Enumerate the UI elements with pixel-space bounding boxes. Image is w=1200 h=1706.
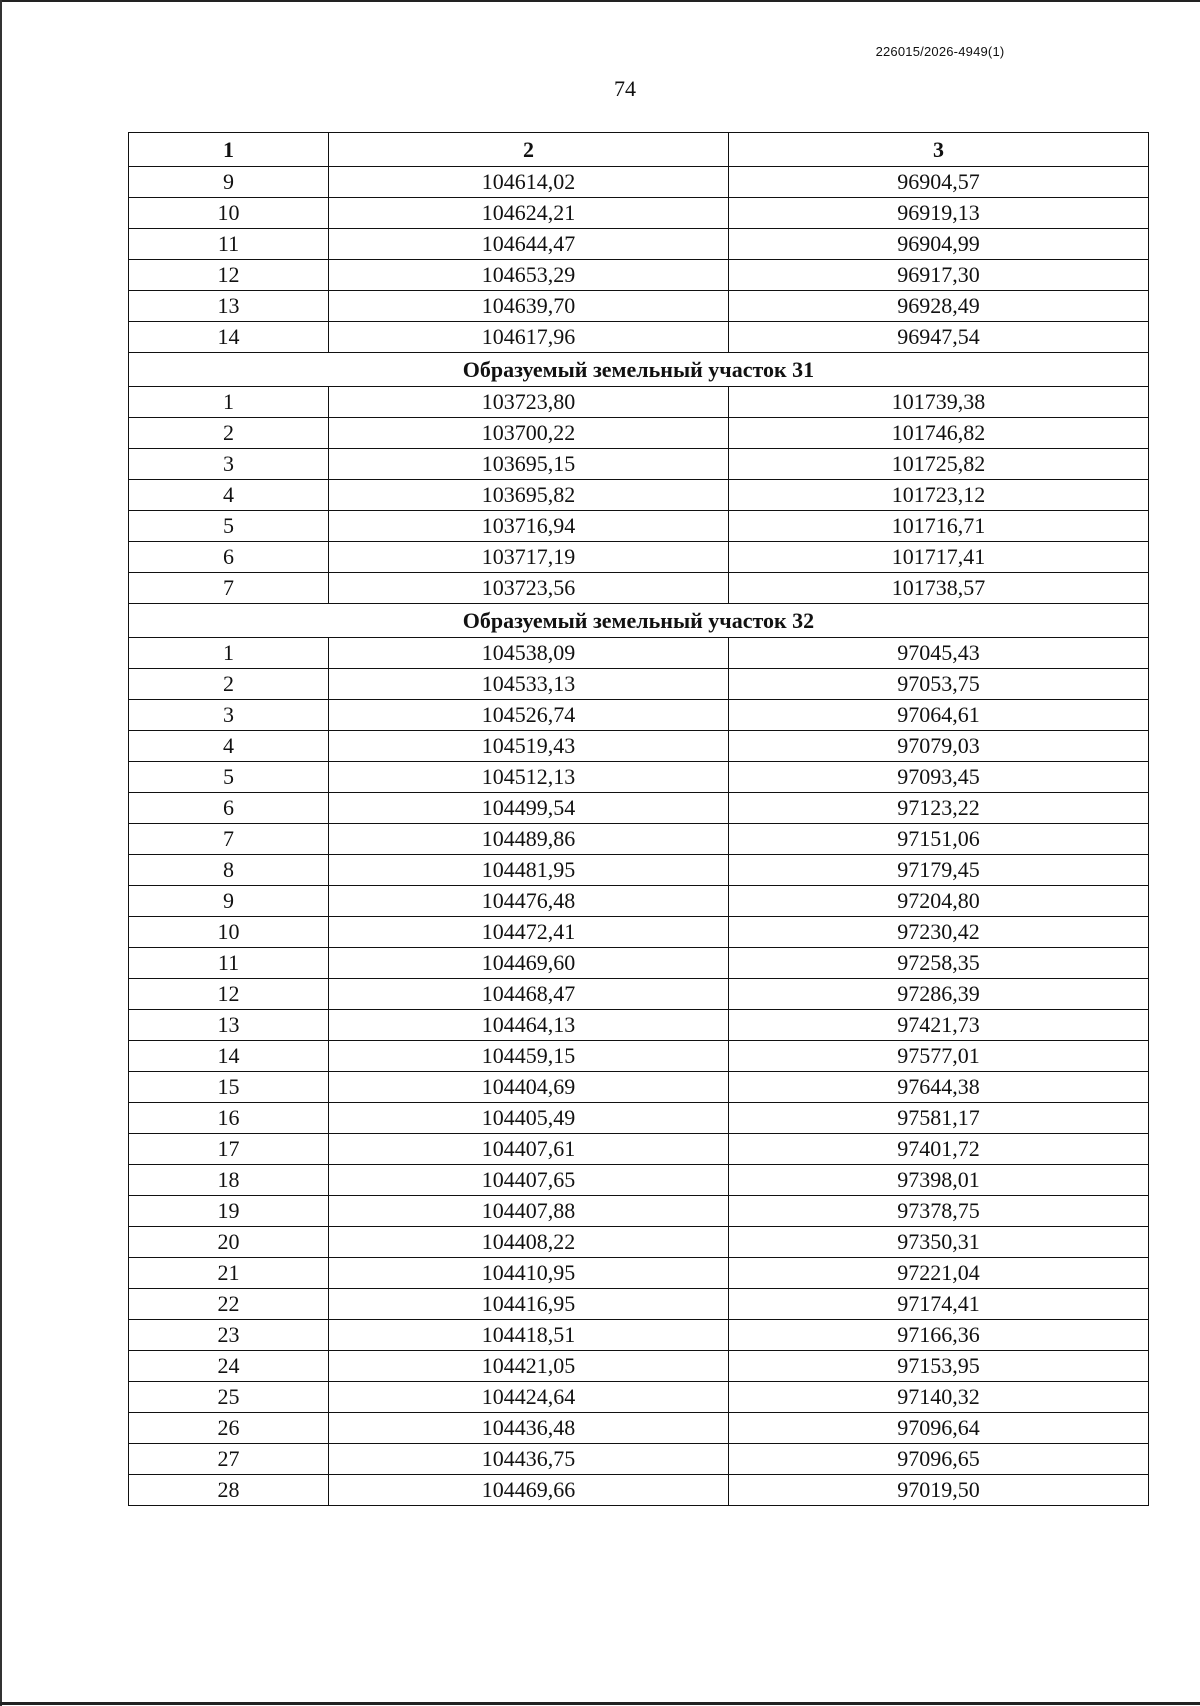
y-coordinate-cell: 97401,72 <box>729 1134 1149 1165</box>
x-coordinate-cell: 104436,48 <box>329 1413 729 1444</box>
table-row <box>129 1289 1149 1320</box>
x-coordinate-cell: 104472,41 <box>329 917 729 948</box>
x-coordinate-cell: 104459,15 <box>329 1041 729 1072</box>
point-number-cell: 14 <box>129 322 329 353</box>
y-coordinate-cell: 101716,71 <box>729 511 1149 542</box>
table-row <box>129 700 1149 731</box>
point-number-cell: 9 <box>129 886 329 917</box>
y-coordinate-cell: 96919,13 <box>729 198 1149 229</box>
y-coordinate-cell: 101738,57 <box>729 573 1149 604</box>
point-number-cell: 6 <box>129 542 329 573</box>
x-coordinate-cell: 104614,02 <box>329 167 729 198</box>
column-header-2: 2 <box>329 133 729 167</box>
point-number-cell: 27 <box>129 1444 329 1475</box>
table-row <box>129 291 1149 322</box>
x-coordinate-cell: 104644,47 <box>329 229 729 260</box>
point-number-cell: 13 <box>129 291 329 322</box>
x-coordinate-cell: 104416,95 <box>329 1289 729 1320</box>
x-coordinate-cell: 104407,88 <box>329 1196 729 1227</box>
table-row <box>129 917 1149 948</box>
x-coordinate-cell: 104436,75 <box>329 1444 729 1475</box>
point-number-cell: 12 <box>129 260 329 291</box>
table-row <box>129 167 1149 198</box>
table-row <box>129 1382 1149 1413</box>
x-coordinate-cell: 104512,13 <box>329 762 729 793</box>
y-coordinate-cell: 96904,57 <box>729 167 1149 198</box>
x-coordinate-cell: 104519,43 <box>329 731 729 762</box>
y-coordinate-cell: 97153,95 <box>729 1351 1149 1382</box>
y-coordinate-cell: 97123,22 <box>729 793 1149 824</box>
y-coordinate-cell: 96917,30 <box>729 260 1149 291</box>
point-number-cell: 24 <box>129 1351 329 1382</box>
y-coordinate-cell: 97204,80 <box>729 886 1149 917</box>
y-coordinate-cell: 96904,99 <box>729 229 1149 260</box>
document-number: 226015/2026-4949(1) <box>875 44 1005 59</box>
point-number-cell: 2 <box>129 669 329 700</box>
point-number-cell: 5 <box>129 511 329 542</box>
point-number-cell: 4 <box>129 480 329 511</box>
point-number-cell: 25 <box>129 1382 329 1413</box>
page-number: 74 <box>614 76 636 101</box>
y-coordinate-cell: 97140,32 <box>729 1382 1149 1413</box>
y-coordinate-cell: 97398,01 <box>729 1165 1149 1196</box>
point-number-cell: 7 <box>129 824 329 855</box>
table-row <box>129 511 1149 542</box>
table-row <box>129 824 1149 855</box>
y-coordinate-cell: 97079,03 <box>729 731 1149 762</box>
point-number-cell: 10 <box>129 917 329 948</box>
x-coordinate-cell: 104639,70 <box>329 291 729 322</box>
section-title: Образуемый земельный участок 31 <box>129 353 1149 387</box>
y-coordinate-cell: 97179,45 <box>729 855 1149 886</box>
y-coordinate-cell: 97096,65 <box>729 1444 1149 1475</box>
x-coordinate-cell: 104469,60 <box>329 948 729 979</box>
table-row <box>129 1258 1149 1289</box>
x-coordinate-cell: 104408,22 <box>329 1227 729 1258</box>
x-coordinate-cell: 104476,48 <box>329 886 729 917</box>
x-coordinate-cell: 103716,94 <box>329 511 729 542</box>
point-number-cell: 1 <box>129 638 329 669</box>
table-row <box>129 198 1149 229</box>
x-coordinate-cell: 104617,96 <box>329 322 729 353</box>
table-row <box>129 418 1149 449</box>
point-number-cell: 7 <box>129 573 329 604</box>
x-coordinate-cell: 104407,65 <box>329 1165 729 1196</box>
table-row <box>129 480 1149 511</box>
y-coordinate-cell: 97166,36 <box>729 1320 1149 1351</box>
point-number-cell: 22 <box>129 1289 329 1320</box>
y-coordinate-cell: 97019,50 <box>729 1475 1149 1506</box>
point-number-cell: 8 <box>129 855 329 886</box>
table-row <box>129 449 1149 480</box>
y-coordinate-cell: 101746,82 <box>729 418 1149 449</box>
point-number-cell: 5 <box>129 762 329 793</box>
table-row <box>129 1165 1149 1196</box>
x-coordinate-cell: 104469,66 <box>329 1475 729 1506</box>
table-row <box>129 1320 1149 1351</box>
y-coordinate-cell: 97350,31 <box>729 1227 1149 1258</box>
y-coordinate-cell: 97378,75 <box>729 1196 1149 1227</box>
y-coordinate-cell: 101725,82 <box>729 449 1149 480</box>
table-row <box>129 260 1149 291</box>
y-coordinate-cell: 97221,04 <box>729 1258 1149 1289</box>
y-coordinate-cell: 101717,41 <box>729 542 1149 573</box>
point-number-cell: 26 <box>129 1413 329 1444</box>
table-row <box>129 1413 1149 1444</box>
x-coordinate-cell: 104526,74 <box>329 700 729 731</box>
y-coordinate-cell: 97053,75 <box>729 669 1149 700</box>
point-number-cell: 20 <box>129 1227 329 1258</box>
x-coordinate-cell: 104468,47 <box>329 979 729 1010</box>
y-coordinate-cell: 101739,38 <box>729 387 1149 418</box>
y-coordinate-cell: 97577,01 <box>729 1041 1149 1072</box>
table-row <box>129 731 1149 762</box>
header-row <box>129 133 1149 167</box>
y-coordinate-cell: 97421,73 <box>729 1010 1149 1041</box>
point-number-cell: 12 <box>129 979 329 1010</box>
x-coordinate-cell: 103717,19 <box>329 542 729 573</box>
x-coordinate-cell: 104653,29 <box>329 260 729 291</box>
table-row <box>129 1444 1149 1475</box>
table-row <box>129 542 1149 573</box>
table-row <box>129 1072 1149 1103</box>
x-coordinate-cell: 103695,15 <box>329 449 729 480</box>
x-coordinate-cell: 104410,95 <box>329 1258 729 1289</box>
table-row <box>129 1103 1149 1134</box>
point-number-cell: 16 <box>129 1103 329 1134</box>
point-number-cell: 15 <box>129 1072 329 1103</box>
scan-border-bottom <box>0 1702 1200 1705</box>
table-row <box>129 1041 1149 1072</box>
table-row <box>129 322 1149 353</box>
point-number-cell: 2 <box>129 418 329 449</box>
table-header <box>129 133 1149 167</box>
y-coordinate-cell: 97174,41 <box>729 1289 1149 1320</box>
table-row <box>129 1475 1149 1506</box>
table-row <box>129 948 1149 979</box>
point-number-cell: 4 <box>129 731 329 762</box>
table-body <box>129 167 1149 1506</box>
point-number-cell: 1 <box>129 387 329 418</box>
table-row <box>129 638 1149 669</box>
point-number-cell: 11 <box>129 229 329 260</box>
y-coordinate-cell: 97230,42 <box>729 917 1149 948</box>
point-number-cell: 17 <box>129 1134 329 1165</box>
point-number-cell: 19 <box>129 1196 329 1227</box>
x-coordinate-cell: 104464,13 <box>329 1010 729 1041</box>
y-coordinate-cell: 96928,49 <box>729 291 1149 322</box>
table-row <box>129 855 1149 886</box>
table-row <box>129 1227 1149 1258</box>
table-row <box>129 1010 1149 1041</box>
table-row <box>129 387 1149 418</box>
point-number-cell: 9 <box>129 167 329 198</box>
point-number-cell: 3 <box>129 449 329 480</box>
x-coordinate-cell: 104624,21 <box>329 198 729 229</box>
column-header-1: 1 <box>129 133 329 167</box>
scan-border-left <box>0 0 2 1706</box>
x-coordinate-cell: 104489,86 <box>329 824 729 855</box>
column-header-3: 3 <box>729 133 1149 167</box>
y-coordinate-cell: 97258,35 <box>729 948 1149 979</box>
table-row <box>129 979 1149 1010</box>
point-number-cell: 11 <box>129 948 329 979</box>
point-number-cell: 23 <box>129 1320 329 1351</box>
y-coordinate-cell: 96947,54 <box>729 322 1149 353</box>
x-coordinate-cell: 103695,82 <box>329 480 729 511</box>
y-coordinate-cell: 97644,38 <box>729 1072 1149 1103</box>
table-row <box>129 762 1149 793</box>
x-coordinate-cell: 104538,09 <box>329 638 729 669</box>
x-coordinate-cell: 103723,80 <box>329 387 729 418</box>
table-row <box>129 573 1149 604</box>
x-coordinate-cell: 103723,56 <box>329 573 729 604</box>
x-coordinate-cell: 104533,13 <box>329 669 729 700</box>
x-coordinate-cell: 104481,95 <box>329 855 729 886</box>
table-row <box>129 793 1149 824</box>
point-number-cell: 10 <box>129 198 329 229</box>
coordinates-table <box>128 132 1149 1506</box>
x-coordinate-cell: 104421,05 <box>329 1351 729 1382</box>
table-row <box>129 1351 1149 1382</box>
x-coordinate-cell: 104407,61 <box>329 1134 729 1165</box>
x-coordinate-cell: 104424,64 <box>329 1382 729 1413</box>
x-coordinate-cell: 103700,22 <box>329 418 729 449</box>
point-number-cell: 28 <box>129 1475 329 1506</box>
x-coordinate-cell: 104405,49 <box>329 1103 729 1134</box>
y-coordinate-cell: 97064,61 <box>729 700 1149 731</box>
section-heading-row <box>129 353 1149 387</box>
x-coordinate-cell: 104418,51 <box>329 1320 729 1351</box>
y-coordinate-cell: 97151,06 <box>729 824 1149 855</box>
point-number-cell: 6 <box>129 793 329 824</box>
table-row <box>129 669 1149 700</box>
y-coordinate-cell: 97581,17 <box>729 1103 1149 1134</box>
table-row <box>129 1134 1149 1165</box>
table-row <box>129 1196 1149 1227</box>
table-row <box>129 229 1149 260</box>
table-row <box>129 886 1149 917</box>
section-title: Образуемый земельный участок 32 <box>129 604 1149 638</box>
point-number-cell: 21 <box>129 1258 329 1289</box>
point-number-cell: 18 <box>129 1165 329 1196</box>
y-coordinate-cell: 97286,39 <box>729 979 1149 1010</box>
x-coordinate-cell: 104499,54 <box>329 793 729 824</box>
scan-border-top <box>0 0 1200 2</box>
section-heading-row <box>129 604 1149 638</box>
point-number-cell: 13 <box>129 1010 329 1041</box>
x-coordinate-cell: 104404,69 <box>329 1072 729 1103</box>
y-coordinate-cell: 97045,43 <box>729 638 1149 669</box>
y-coordinate-cell: 97093,45 <box>729 762 1149 793</box>
point-number-cell: 3 <box>129 700 329 731</box>
point-number-cell: 14 <box>129 1041 329 1072</box>
y-coordinate-cell: 97096,64 <box>729 1413 1149 1444</box>
y-coordinate-cell: 101723,12 <box>729 480 1149 511</box>
